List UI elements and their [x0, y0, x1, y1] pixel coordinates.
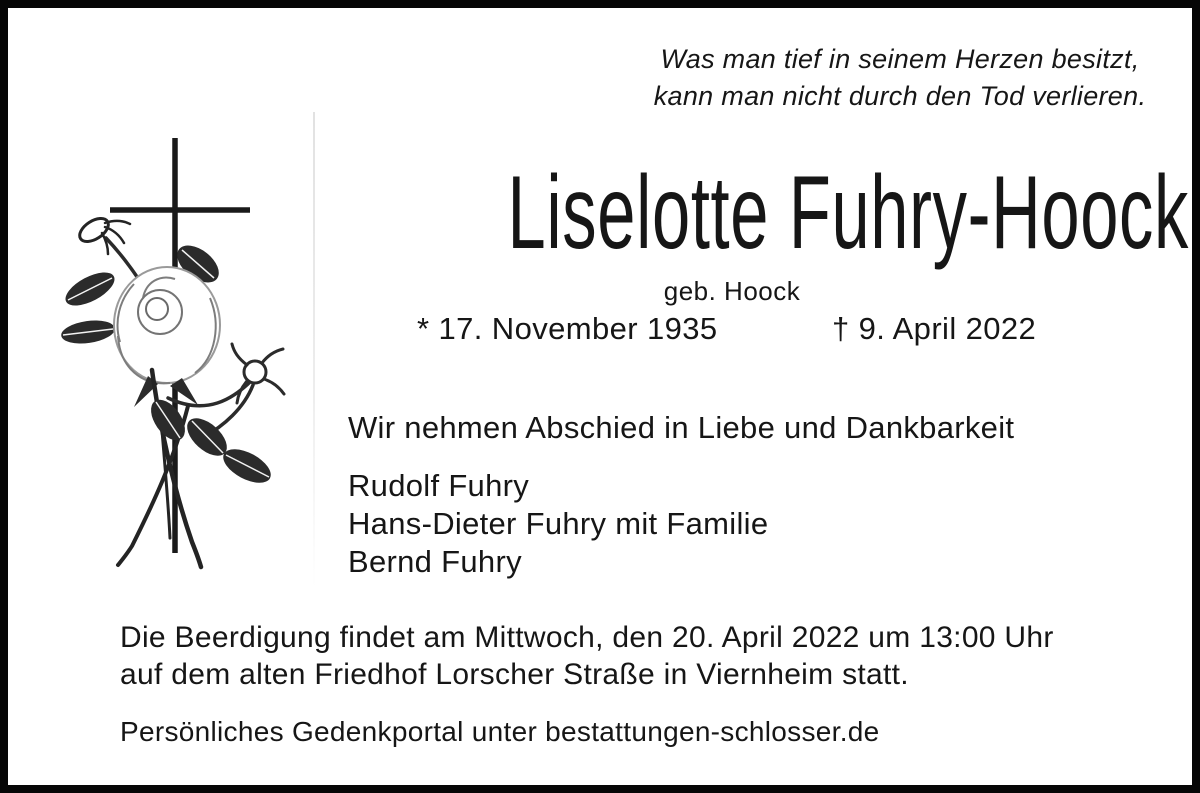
rose-and-cross-illustration [48, 108, 320, 578]
maiden-name-text: geb. Hoock [663, 276, 801, 306]
quote-line: Was man tief in seinem Herzen besitzt, [660, 44, 1140, 74]
birth-date: * 17. November 1935 [417, 311, 718, 346]
scan-fold-line [313, 112, 315, 588]
farewell-line: Wir nehmen Abschied in Liebe und Dankbarkeit [348, 410, 1015, 445]
quote-line: kann man nicht durch den Tod verlieren. [653, 81, 1147, 111]
funeral-info [120, 619, 1054, 693]
bud-icon [76, 214, 130, 254]
bud-icon [202, 344, 284, 438]
stem-icon [118, 370, 201, 567]
memorial-portal-note: Persönliches Gedenkportal unter bestattungen-schlosser.de [120, 716, 880, 747]
rose-icon [114, 267, 220, 407]
funeral-line: auf dem alten Friedhof Lorscher Straße in Viernheim statt. [120, 658, 909, 691]
mourner-name: Rudolf Fuhry [348, 468, 530, 503]
deceased-name-text: Liselotte Fuhry-Hoock [507, 155, 1189, 271]
mourners-list [348, 467, 768, 581]
memorial-quote [608, 41, 1192, 115]
funeral-line: Die Beerdigung findet am Mittwoch, den 20. April 2022 um 13:00 Uhr [120, 621, 1054, 654]
mourner-name: Hans-Dieter Fuhry mit Familie [348, 506, 769, 541]
maiden-name [332, 276, 1132, 306]
mourner-name: Bernd Fuhry [348, 544, 522, 579]
deceased-name [332, 155, 1189, 271]
death-date: † 9. April 2022 [832, 311, 1037, 346]
